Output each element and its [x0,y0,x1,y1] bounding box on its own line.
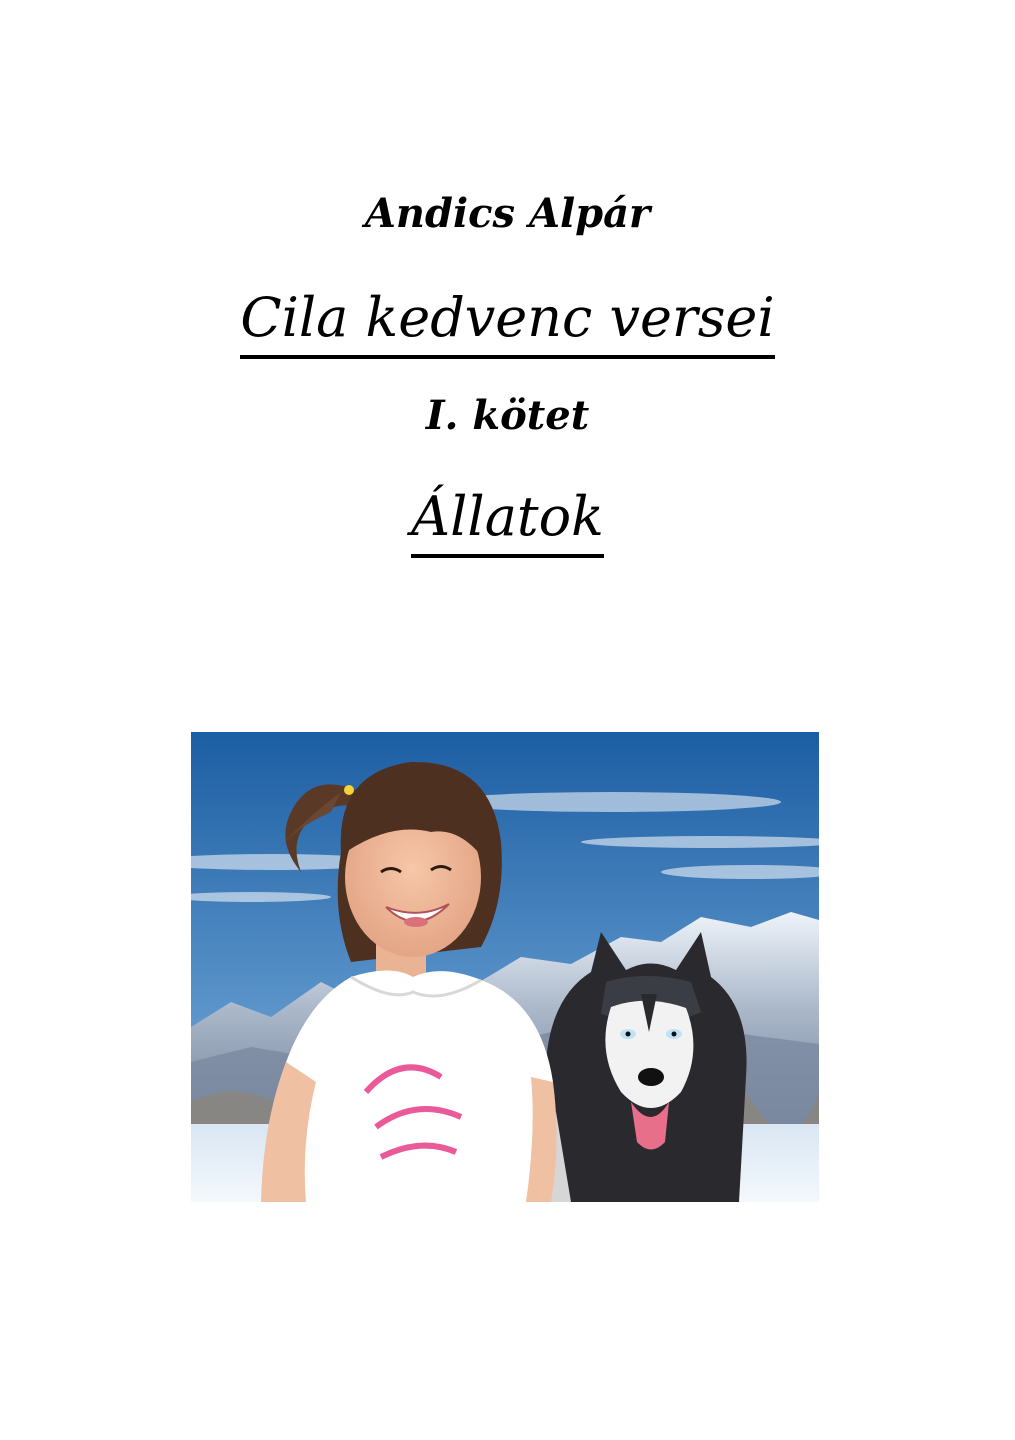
section-title [0,482,1015,558]
volume-label: I. kötet [425,392,590,439]
cover-photo [191,732,819,1202]
book-title [0,283,1015,359]
section-title-text: Állatok [411,482,604,558]
book-title-text: Cila kedvenc versei [240,283,774,359]
cover-photo-illustration [191,732,819,1202]
author-name: Andics Alpár [364,190,651,237]
